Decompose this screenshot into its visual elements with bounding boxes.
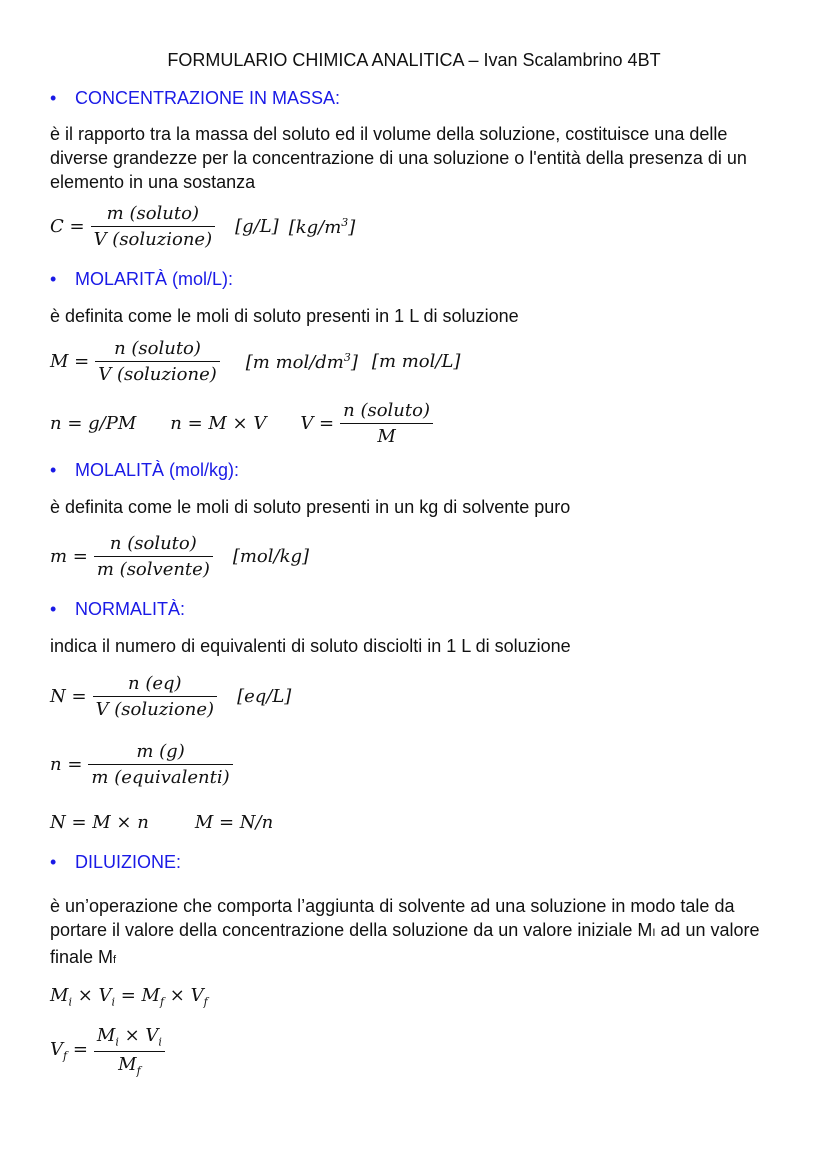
formula-fraction (94, 533, 213, 580)
formula-fraction (95, 338, 220, 385)
paragraph-diluizione: è un’operazione che comporta l’aggiunta di solvente ad una soluzione in modo tale da portare il valore della concentrazione della soluzione da un valore iniziale MI ad un valore finale Mf (50, 896, 760, 967)
heading-text: MOLALITÀ (mol/kg): (75, 460, 240, 480)
formula-unit: [g/L] (235, 216, 279, 237)
fraction-numerator: m (soluto) (106, 203, 199, 224)
formula-lhs: N = (50, 686, 87, 707)
paragraph-concentrazione-massa: è il rapporto tra la massa del soluto ed il volume della soluzione, costituisce una delle diverse grandezze per la concentrazione di una soluzione o l'entità della presenza di un elemento in una sostanza (50, 124, 747, 192)
fraction-denominator: M (340, 423, 433, 447)
bullet-icon: • (50, 852, 57, 872)
formula-normalita (50, 673, 291, 720)
formula-unit: [m mol/$dm^3$] (245, 350, 358, 373)
formula-molarita (50, 338, 460, 385)
heading-concentrazione-massa (50, 88, 340, 109)
page-title: FORMULARIO CHIMICA ANALITICA – Ivan Scalambrino 4BT (167, 50, 661, 70)
formula-fraction (93, 673, 218, 720)
formula-unit: [m mol/L] (371, 351, 461, 372)
fraction-denominator: $M_f$ (94, 1051, 165, 1078)
formula-lhs: n = (50, 754, 83, 775)
fraction-denominator: V (soluzione) (95, 361, 220, 385)
formula-equivalenti (50, 741, 239, 788)
bullet-icon: • (50, 269, 57, 289)
heading-diluizione (50, 852, 181, 873)
fraction-numerator: n (eq) (128, 673, 182, 694)
fraction-denominator: m (equivalenti) (88, 764, 232, 788)
fraction-numerator: m (g) (136, 741, 185, 762)
fraction-denominator: m (solvente) (94, 556, 213, 580)
formula-n-g-pm: n = g/PM (50, 413, 137, 434)
formula-concentrazione-massa (50, 203, 355, 250)
formula-fraction (88, 741, 232, 788)
heading-text: DILUIZIONE: (75, 852, 182, 872)
formula-molalita (50, 533, 309, 580)
formula-lhs: M = (50, 351, 90, 372)
heading-molalita (50, 460, 239, 481)
formula-unit: $[kg/m^3]$ (288, 215, 356, 238)
formula-n-mn: N = M × n (50, 812, 149, 833)
formula-n-mv: n = M × V (170, 413, 267, 434)
heading-text: MOLARITÀ (mol/L): (75, 269, 234, 289)
bullet-icon: • (50, 88, 57, 108)
formula-unit: [eq/L] (237, 686, 292, 707)
formula-diluizione: $M_i \times V_i = M_f \times V_f$ (50, 985, 208, 1009)
formula-fraction (340, 400, 433, 447)
formula-normalita-relations (50, 812, 273, 833)
fraction-numerator: $M_i \times V_i$ (96, 1025, 162, 1049)
formula-unit: [mol/kg] (232, 546, 310, 567)
fraction-denominator: V (soluzione) (91, 226, 216, 250)
paragraph-molarita: è definita come le moli di soluto presenti in 1 L di soluzione (50, 306, 519, 326)
heading-text: NORMALITÀ: (75, 599, 186, 619)
fraction-numerator: n (soluto) (114, 338, 201, 359)
heading-molarita (50, 269, 233, 290)
formula-molarita-relations (50, 400, 439, 447)
fraction-numerator: n (soluto) (343, 400, 430, 421)
formula-fraction (94, 1025, 165, 1077)
formula-v-lhs: V = (300, 413, 335, 434)
bullet-icon: • (50, 460, 57, 480)
paragraph-molalita: è definita come le moli di soluto presenti in un kg di solvente puro (50, 497, 571, 517)
heading-text: CONCENTRAZIONE IN MASSA: (75, 88, 341, 108)
formula-volume-finale (50, 1025, 171, 1077)
fraction-denominator: V (soluzione) (93, 696, 218, 720)
formula-lhs: $V_f$ = (50, 1039, 88, 1063)
fraction-numerator: n (soluto) (109, 533, 197, 554)
formula-lhs: m = (50, 546, 88, 567)
bullet-icon: • (50, 599, 57, 619)
formula-lhs: C = (50, 216, 85, 237)
formula-fraction (91, 203, 216, 250)
formula-m-nn: M = N/n (194, 812, 274, 833)
heading-normalita (50, 599, 185, 620)
paragraph-normalita: indica il numero di equivalenti di soluto disciolti in 1 L di soluzione (50, 636, 571, 656)
